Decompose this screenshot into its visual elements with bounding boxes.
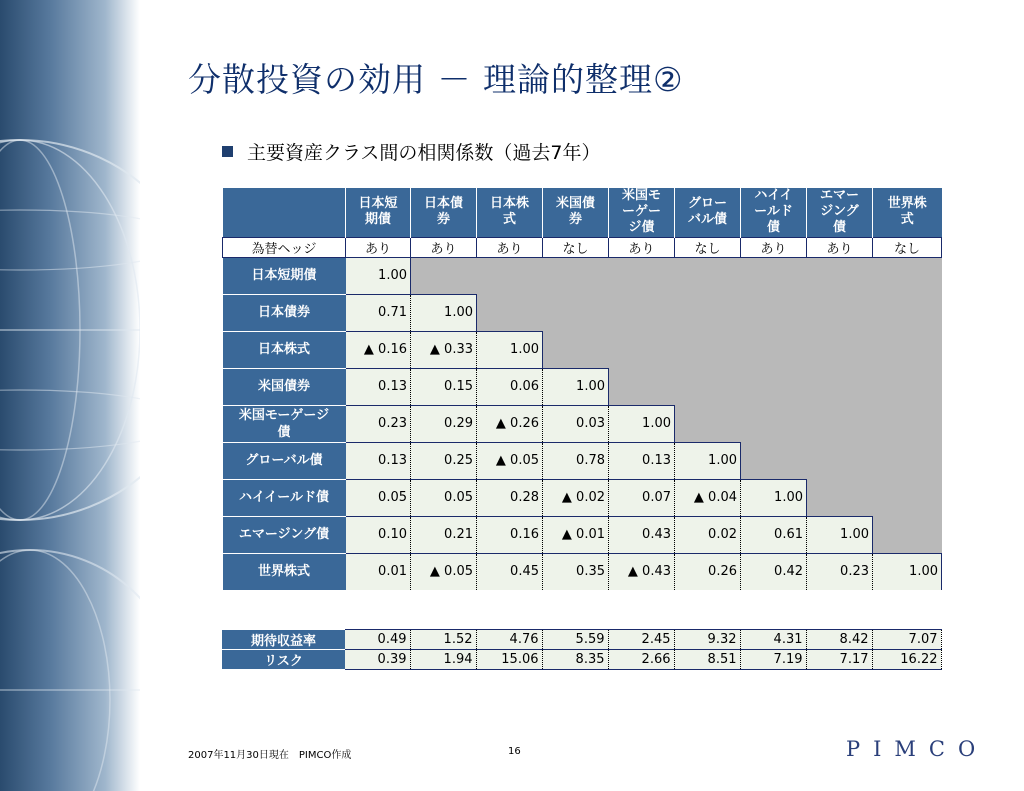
correlation-cell: ▲ 0.04	[675, 479, 741, 516]
column-header	[873, 188, 942, 237]
risk-value: 2.66	[608, 649, 674, 669]
table-row	[223, 368, 942, 405]
empty-cell	[675, 331, 741, 368]
risk-value: 8.35	[542, 649, 608, 669]
risk-value: 1.94	[410, 649, 476, 669]
correlation-cell: 0.03	[543, 405, 609, 442]
risk-value: 0.39	[345, 649, 410, 669]
empty-cell	[873, 368, 942, 405]
correlation-cell: 0.13	[609, 442, 675, 479]
table-row	[223, 257, 942, 294]
return-risk-table	[222, 629, 942, 670]
empty-cell	[807, 368, 873, 405]
page-number: 16	[508, 746, 521, 757]
correlation-cell: 0.35	[543, 553, 609, 590]
correlation-cell: ▲ 0.05	[411, 553, 477, 590]
empty-cell	[873, 405, 942, 442]
correlation-cell: 0.07	[609, 479, 675, 516]
expected-return-label: 期待収益率	[222, 630, 345, 650]
expected-return-value: 0.49	[345, 630, 410, 650]
empty-cell	[609, 257, 675, 294]
bullet-text: 主要資産クラス間の相関係数（過去7年）	[247, 142, 601, 164]
correlation-cell: 1.00	[873, 553, 942, 590]
column-header-line: グロー	[687, 196, 727, 212]
empty-cell	[741, 331, 807, 368]
empty-cell	[477, 257, 543, 294]
column-header-line: ーゲー	[621, 204, 661, 220]
hedge-value: あり	[411, 237, 477, 257]
correlation-cell: 1.00	[609, 405, 675, 442]
risk-row	[222, 649, 941, 669]
empty-cell	[675, 257, 741, 294]
column-header-line: 日本債	[423, 196, 463, 212]
correlation-cell: 0.26	[675, 553, 741, 590]
column-header-line: 期債	[364, 212, 391, 228]
empty-cell	[609, 368, 675, 405]
correlation-cell: 0.05	[411, 479, 477, 516]
row-label-line: 債	[277, 424, 291, 440]
table-row	[223, 516, 942, 553]
empty-cell	[873, 331, 942, 368]
correlation-cell: 0.78	[543, 442, 609, 479]
correlation-cell: 1.00	[411, 294, 477, 331]
column-header	[346, 188, 411, 237]
correlation-cell: ▲ 0.16	[346, 331, 411, 368]
empty-cell	[873, 257, 942, 294]
hedge-value: あり	[741, 237, 807, 257]
hedge-value: なし	[543, 237, 609, 257]
expected-return-value: 1.52	[410, 630, 476, 650]
footer-date-note: 2007年11月30日現在 PIMCO作成	[188, 750, 352, 761]
column-header	[543, 188, 609, 237]
column-header-line: 式	[502, 212, 516, 228]
row-label-line: 米国モーゲージ	[238, 407, 330, 423]
row-label: 米国債券	[223, 368, 346, 405]
correlation-cell: ▲ 0.33	[411, 331, 477, 368]
hedge-row	[223, 237, 942, 257]
correlation-cell: 0.23	[807, 553, 873, 590]
row-label	[223, 405, 346, 442]
correlation-cell: 1.00	[807, 516, 873, 553]
column-header-line: エマー	[819, 188, 859, 204]
table-row	[223, 442, 942, 479]
correlation-cell: ▲ 0.26	[477, 405, 543, 442]
empty-cell	[477, 294, 543, 331]
expected-return-value: 7.07	[872, 630, 941, 650]
expected-return-value: 9.32	[674, 630, 740, 650]
row-label: 世界株式	[223, 553, 346, 590]
expected-return-value: 4.31	[740, 630, 806, 650]
empty-cell	[609, 331, 675, 368]
hedge-value: なし	[675, 237, 741, 257]
correlation-cell: 0.10	[346, 516, 411, 553]
column-header-line: 米国債	[555, 196, 595, 212]
empty-cell	[411, 257, 477, 294]
empty-cell	[807, 294, 873, 331]
column-header-line: 米国モ	[621, 188, 661, 204]
expected-return-value: 8.42	[806, 630, 872, 650]
bullet-heading	[222, 138, 601, 165]
risk-value: 16.22	[872, 649, 941, 669]
empty-cell	[543, 294, 609, 331]
pimco-logo: PIMCO	[846, 737, 989, 761]
row-label: 日本債券	[223, 294, 346, 331]
empty-cell	[807, 331, 873, 368]
table-row	[223, 331, 942, 368]
column-header-line: バル債	[687, 212, 727, 228]
column-header-line: 日本株	[489, 196, 529, 212]
column-header-line: 券	[568, 212, 582, 228]
correlation-cell: 0.71	[346, 294, 411, 331]
column-header-line: ールド	[754, 204, 793, 220]
row-label: エマージング債	[223, 516, 346, 553]
correlation-cell: 0.25	[411, 442, 477, 479]
correlation-cell: 0.61	[741, 516, 807, 553]
correlation-cell: 1.00	[346, 257, 411, 294]
correlation-cell: 0.15	[411, 368, 477, 405]
column-header-line: ジ債	[628, 220, 655, 236]
globe-decoration	[0, 0, 140, 791]
correlation-cell: 1.00	[741, 479, 807, 516]
table-row	[223, 294, 942, 331]
correlation-cell: 0.45	[477, 553, 543, 590]
empty-cell	[675, 368, 741, 405]
column-header-line: 券	[436, 212, 450, 228]
column-header-line: ハイイ	[754, 188, 793, 204]
correlation-cell: 0.01	[346, 553, 411, 590]
empty-cell	[543, 257, 609, 294]
hedge-value: あり	[807, 237, 873, 257]
correlation-cell: 1.00	[477, 331, 543, 368]
risk-value: 8.51	[674, 649, 740, 669]
empty-cell	[543, 331, 609, 368]
correlation-cell: ▲ 0.43	[609, 553, 675, 590]
column-header-line: ジング	[820, 204, 859, 220]
column-header-line: 世界株	[887, 196, 927, 212]
risk-label: リスク	[222, 649, 345, 669]
expected-return-value: 5.59	[542, 630, 608, 650]
empty-cell	[609, 294, 675, 331]
expected-return-row	[222, 630, 941, 650]
correlation-cell: 0.05	[346, 479, 411, 516]
column-header-row	[223, 188, 942, 237]
expected-return-value: 2.45	[608, 630, 674, 650]
correlation-cell: ▲ 0.01	[543, 516, 609, 553]
column-header-line: 式	[900, 212, 914, 228]
column-header	[609, 188, 675, 237]
hedge-value: あり	[346, 237, 411, 257]
empty-cell	[807, 479, 873, 516]
column-header	[675, 188, 741, 237]
empty-cell	[873, 442, 942, 479]
column-header	[741, 188, 807, 237]
hedge-label: 為替ヘッジ	[223, 237, 346, 257]
table-row	[223, 479, 942, 516]
empty-cell	[741, 405, 807, 442]
correlation-cell: 0.43	[609, 516, 675, 553]
empty-cell	[675, 294, 741, 331]
row-label: 日本株式	[223, 331, 346, 368]
risk-value: 7.17	[806, 649, 872, 669]
column-header	[411, 188, 477, 237]
row-label: 日本短期債	[223, 257, 346, 294]
column-header-line: 債	[766, 220, 780, 236]
correlation-cell: 0.28	[477, 479, 543, 516]
row-label: グローバル債	[223, 442, 346, 479]
correlation-cell: 1.00	[543, 368, 609, 405]
column-header	[807, 188, 873, 237]
correlation-cell: 0.42	[741, 553, 807, 590]
correlation-cell: 0.21	[411, 516, 477, 553]
expected-return-value: 4.76	[476, 630, 542, 650]
empty-cell	[873, 294, 942, 331]
correlation-cell: 0.13	[346, 442, 411, 479]
empty-cell	[807, 405, 873, 442]
hedge-value: あり	[477, 237, 543, 257]
empty-cell	[873, 479, 942, 516]
correlation-cell: 0.02	[675, 516, 741, 553]
empty-cell	[741, 442, 807, 479]
row-label: ハイイールド債	[223, 479, 346, 516]
page-title: 分散投資の効用 － 理論的整理②	[188, 60, 684, 99]
column-header-line: 日本短	[358, 196, 398, 212]
risk-value: 7.19	[740, 649, 806, 669]
empty-cell	[807, 257, 873, 294]
correlation-cell: 0.06	[477, 368, 543, 405]
risk-value: 15.06	[476, 649, 542, 669]
column-header	[477, 188, 543, 237]
table-row	[223, 553, 942, 590]
empty-cell	[873, 516, 942, 553]
table-row	[223, 405, 942, 442]
empty-cell	[675, 405, 741, 442]
header-corner	[223, 188, 346, 237]
correlation-cell: 0.13	[346, 368, 411, 405]
empty-cell	[741, 368, 807, 405]
correlation-cell: 1.00	[675, 442, 741, 479]
correlation-cell: ▲ 0.02	[543, 479, 609, 516]
empty-cell	[807, 442, 873, 479]
hedge-value: あり	[609, 237, 675, 257]
correlation-cell: 0.16	[477, 516, 543, 553]
column-header-line: 債	[832, 220, 846, 236]
empty-cell	[741, 294, 807, 331]
hedge-value: なし	[873, 237, 942, 257]
correlation-cell: ▲ 0.05	[477, 442, 543, 479]
correlation-cell: 0.29	[411, 405, 477, 442]
correlation-cell: 0.23	[346, 405, 411, 442]
bullet-square-icon	[222, 146, 233, 157]
correlation-table	[222, 188, 942, 590]
empty-cell	[741, 257, 807, 294]
